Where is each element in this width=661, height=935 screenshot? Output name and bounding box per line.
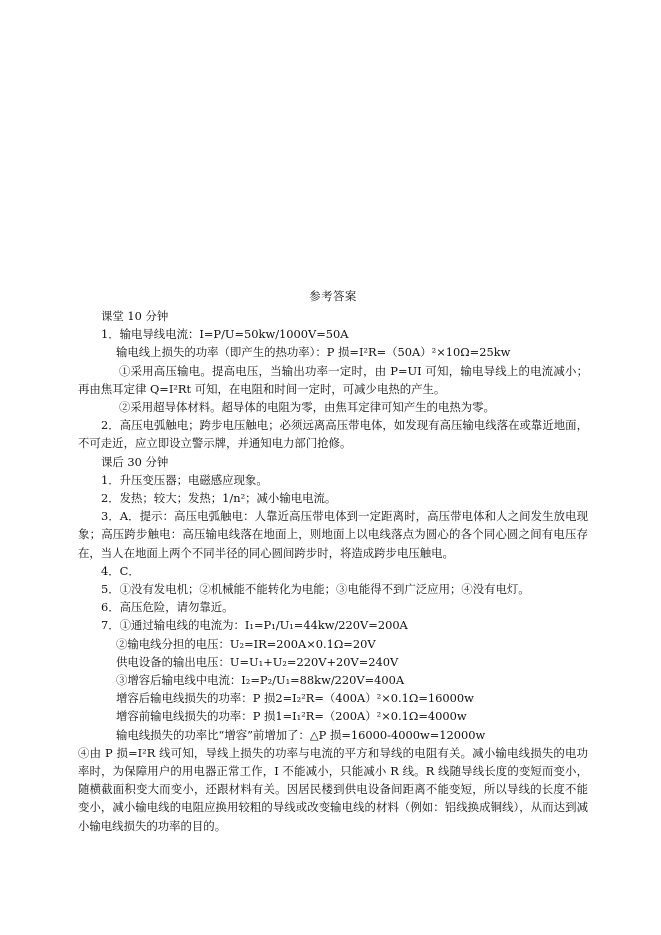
answer-line: 7．①通过输电线的电流为：I₁=P₁/U₁=44kw/220V=200A (101, 618, 408, 633)
answer-line: 1．输电导线电流：I=P/U=50kw/1000V=50A (101, 327, 349, 342)
answer-line: 6．高压危险，请勿靠近。 (101, 600, 234, 615)
answer-document (78, 287, 588, 835)
answer-line: 4．C． (101, 563, 140, 578)
answer-line: 5．①没有发电机；②机械能不能转化为电能；③电能得不到广泛应用；④没有电灯。 (101, 582, 530, 597)
answer-line: ②采用超导体材料。超导体的电阻为零，由焦耳定律可知产生的电热为零。 (119, 400, 495, 415)
answer-paragraph: 2．高压电弧触电；跨步电压触电；必须远离高压带电体，如发现有高压输电线落在或靠近地面，不可走近，应立即设立警示牌，并通知电力部门抢修。 (78, 418, 588, 451)
document-title: 参考答案 (309, 289, 357, 303)
answer-line: 供电设备的输出电压：U=U₁+U₂=220V+20V=240V (116, 654, 399, 669)
answer-line: 增容前输电线损失的功率：P 损1=I₁²R=（200A）²×0.1Ω=4000w (116, 709, 467, 724)
answer-paragraph: 3．A．提示：高压电弧触电：人靠近高压带电体到一定距离时，高压带电体和人之间发生放电现象；高压跨步触电：高压输电线落在地面上，则地面上以电线落点为圆心的各个同心圆之间有电压存在，当人在地面上两个不同半径的同心圆间跨步时，将造成跨步电压触电。 (78, 509, 588, 560)
section-heading: 课后 30 分钟 (101, 454, 169, 469)
answer-line: ③增容后输电线中电流：I₂=P₂/U₁=88kw/220V=400A (116, 673, 405, 688)
answer-line: 输电线上损失的功率（即产生的热功率）：P 损=I²R=（50A）²×10Ω=25kw (116, 345, 511, 360)
answer-paragraph: ④由 P 损=I²R 线可知，导线上损失的功率与电流的平方和导线的电阻有关。减小输电线损失的电功率时，为保障用户的用电器正常工作，I 不能减小，只能减小 R 线。R 线随导线长度的变短而变小，随横截面积变大而变小，还跟材料有关。因居民楼到供电设备间距离不能变短，所以导线的长度不能变小，减小输电线的电阻应换用较粗的导线或改变输电线的材料（例如：铝线换成铜线），从而达到减小输电线损失的功率的目的。 (78, 745, 588, 833)
answer-line: 1．升压变压器；电磁感应现象。 (101, 472, 268, 487)
answer-paragraph: ①采用高压输电。提高电压，当输出功率一定时，由 P=UI 可知，输电导线上的电流减小；再由焦耳定律 Q=I²Rt 可知，在电阻和时间一定时，可减少电热的产生。 (78, 363, 588, 396)
answer-line: 2．发热；较大；发热；1/n²；减小输电电流。 (101, 491, 337, 506)
answer-line: ②输电线分担的电压：U₂=IR=200A×0.1Ω=20V (116, 636, 376, 651)
answer-line: 输电线损失的功率比“增容”前增加了：△P 损=16000-4000w=12000w (116, 727, 486, 742)
section-heading: 课堂 10 分钟 (101, 309, 169, 323)
answer-line: 增容后输电线损失的功率：P 损2=I₂²R=（400A）²×0.1Ω=16000w (116, 691, 474, 706)
